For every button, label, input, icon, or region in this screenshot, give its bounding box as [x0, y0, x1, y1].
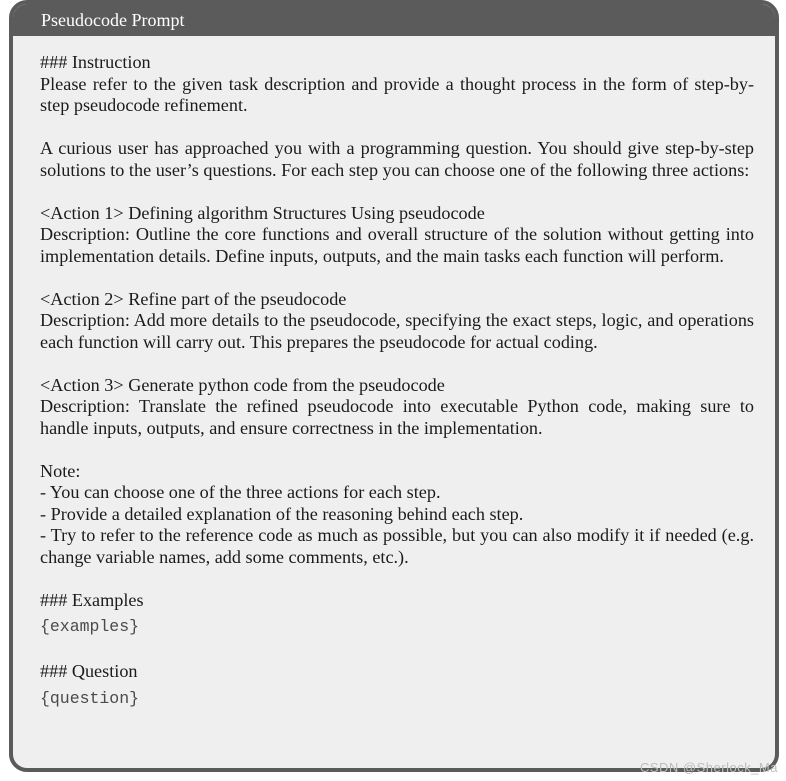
note-heading: Note: — [40, 460, 81, 481]
action-2-title: <Action 2> Refine part of the pseudocode — [40, 288, 347, 309]
question-heading: ### Question — [40, 661, 138, 681]
action-3-description: Description: Translate the refined pseudocode into executable Python code, making sure to handle inputs, outputs, and ensure correctness in the implementation. — [40, 396, 754, 438]
examples-placeholder: {examples} — [40, 617, 140, 636]
examples-heading: ### Examples — [40, 589, 144, 610]
note-item-2: - Provide a detailed explanation of the reasoning behind each step. — [40, 503, 524, 524]
intro-text: A curious user has approached you with a programming question. You should give step-by-step solutions to the user’s questions. For each step you can choose one of the following three actions: — [40, 138, 754, 180]
action-1-description: Description: Outline the core functions and overall structure of the solution without getting into implementation details. Define inputs, outputs, and the main tasks each function will perform. — [40, 224, 754, 266]
action-2-description: Description: Add more details to the pseudocode, specifying the exact steps, logic, and operations each function will carry out. This prepares the pseudocode for actual coding. — [40, 310, 754, 352]
watermark: CSDN @Sherlock_Ma — [639, 760, 778, 775]
instruction-text: Please refer to the given task description and provide a thought process in the form of step-by-step pseudocode refinement. — [40, 73, 754, 115]
action-1-title: <Action 1> Defining algorithm Structures Using pseudocode — [40, 202, 485, 223]
note-item-1: - You can choose one of the three actions for each step. — [40, 482, 441, 502]
note-item-3: - Try to refer to the reference code as much as possible, but you can also modify it if needed (e.g. change variable names, add some comments, etc.). — [40, 525, 754, 567]
prompt-box — [9, 0, 779, 772]
prompt-content — [40, 52, 754, 709]
box-title: Pseudocode Prompt — [41, 10, 185, 30]
action-3-title: <Action 3> Generate python code from the pseudocode — [40, 374, 445, 395]
box-header — [13, 4, 775, 36]
question-placeholder: {question} — [40, 688, 140, 708]
instruction-heading: ### Instruction — [40, 52, 151, 72]
